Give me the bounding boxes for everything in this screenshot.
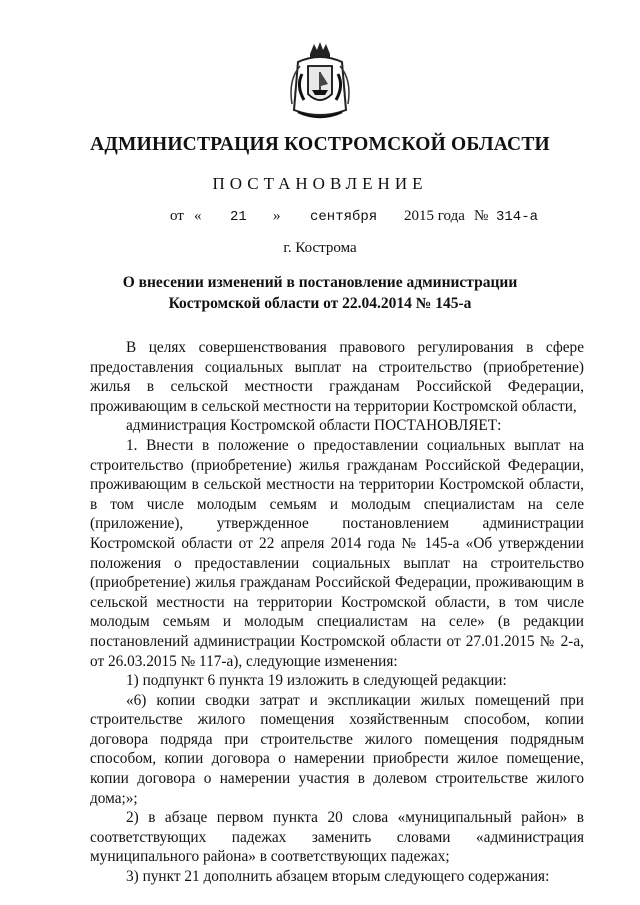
- body-line: 1) подпункт 6 пункта 19 изложить в следующей редакции:: [126, 672, 507, 690]
- kostroma-coat-of-arms-icon: [284, 40, 356, 124]
- title-line: О внесении изменений в постановление администрации: [122, 274, 518, 291]
- number-sign: №: [474, 208, 489, 224]
- body-line: В целях совершенствования правового регулирования в сфере: [126, 339, 584, 356]
- document-title: [100, 272, 540, 314]
- body-line: договора подряда при строительстве жилого помещения подрядным: [90, 730, 584, 748]
- body-line: молодым семьям и молодым специалистам на селе» (в редакции: [90, 613, 584, 631]
- body-line: в том числе молодым семьям и молодым специалистам на селе: [90, 495, 584, 513]
- body-line: положения о предоставлении социальных выплат на строительство: [90, 554, 584, 572]
- org-title: АДМИНИСТРАЦИЯ КОСТРОМСКОЙ ОБЛАСТИ: [90, 134, 550, 155]
- document-type: ПОСТАНОВЛЕНИЕ: [212, 174, 428, 193]
- body-line: (приобретение) жилья гражданам Российской Федерации, проживающим в: [90, 574, 584, 592]
- date-day: 21: [230, 209, 247, 225]
- body-line: предоставления социальных выплат на строительство (приобретение): [90, 358, 584, 376]
- date-line: [0, 208, 640, 230]
- title-line: Костромской области от 22.04.2014 № 145-а: [168, 295, 472, 312]
- body-line: «6) копии сводки затрат и экспликации жилых помещений при: [126, 691, 584, 709]
- body-line: сельской местности на территории Костромской области, в том числе: [90, 593, 584, 611]
- body-line: соответствующих падежах заменить словами «администрация: [90, 828, 584, 846]
- body-line: дома;»;: [90, 789, 138, 807]
- body-line: строительство (приобретение) жилья гражданам Российской Федерации,: [90, 456, 584, 474]
- body-line: администрация Костромской области ПОСТАНОВЛЯЕТ:: [126, 417, 502, 435]
- body-line: от 26.03.2015 № 117-а), следующие изменения:: [90, 652, 398, 670]
- body-line: проживающим в сельской местности на территории Костромской области,: [90, 476, 584, 494]
- body-line: жилья в сельской местности гражданам Российской Федерации,: [90, 378, 584, 396]
- document-body: [90, 338, 584, 887]
- date-quote-open: «: [194, 208, 202, 224]
- body-line: 3) пункт 21 дополнить абзацем вторым следующего содержания:: [126, 868, 550, 886]
- body-line: 1. Внести в положение о предоставлении социальных выплат на: [126, 436, 584, 454]
- body-line: Костромской области от 22 апреля 2014 года № 145-а «Об утверждении: [90, 534, 584, 552]
- body-line: постановлений администрации Костромской области от 27.01.2015 № 2-а,: [90, 632, 584, 650]
- body-line: способом, копии договора о намерении приобрести жилое помещение,: [90, 750, 584, 768]
- body-line: строительстве жилого помещения хозяйственным способом, копии: [90, 711, 584, 729]
- body-line: (приложение), утвержденное постановлением администрации: [90, 515, 584, 533]
- document-number: 314-а: [496, 209, 539, 225]
- date-prefix: от: [170, 208, 184, 224]
- body-line: 2) в абзаце первом пункта 20 слова «муниципальный район» в: [126, 809, 584, 827]
- city: г. Кострома: [283, 240, 357, 256]
- body-line: муниципального района» в соответствующих падежах;: [90, 848, 450, 866]
- body-line: копии договора о намерении участия в долевом строительстве жилого: [90, 770, 584, 788]
- body-line: проживающим в сельской местности на территории Костромской области,: [90, 397, 577, 415]
- date-month: сентября: [310, 209, 378, 225]
- date-quote-close: »: [273, 208, 281, 224]
- date-year: 2015 года: [404, 208, 465, 224]
